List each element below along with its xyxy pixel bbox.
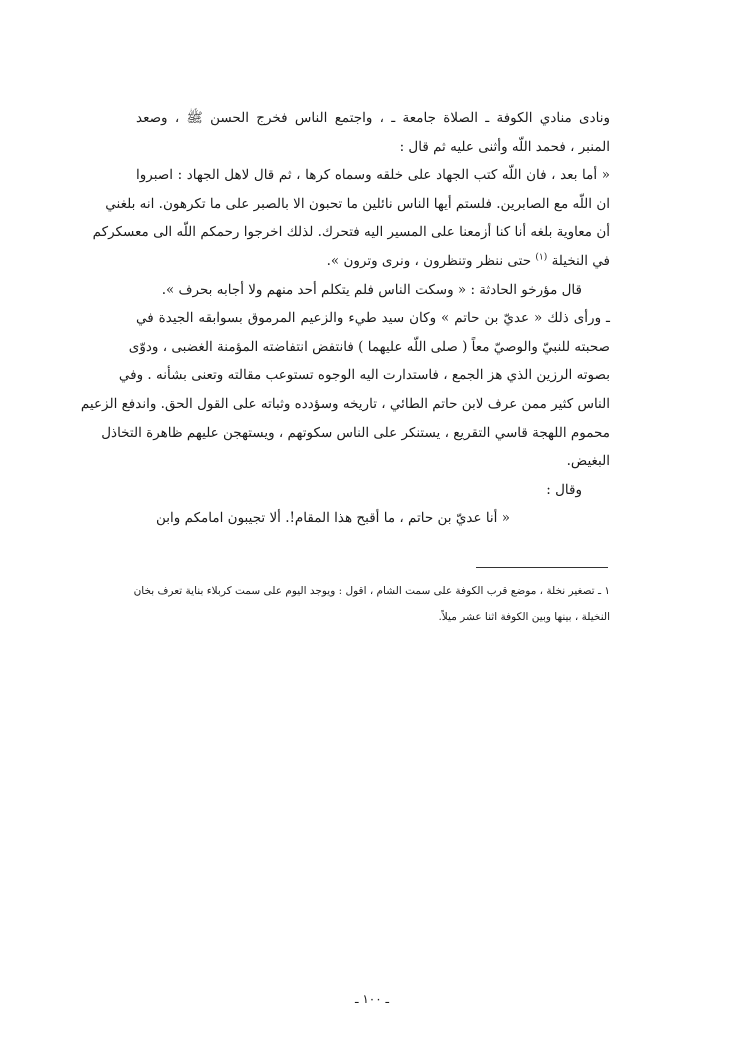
text-fragment: في النخيلة [551,252,610,269]
text-line: وقال : [546,481,582,498]
text-line: بصوته الرزين الذي هز الجمع ، فاستدارت اليه الوجوه تستوعب مقالته وتعنى بشأنه . وفي [118,367,610,384]
text-line: « أما بعد ، فان اللّه كتب الجهاد على خلقه وسماه كرها ، ثم قال لاهل الجهاد : اصبروا [136,167,610,184]
text-line: محموم اللهجة قاسي التقريع ، يستنكر على الناس سكوتهم ، ويستهجن عليهم ظاهرة التخاذل [101,424,610,441]
text-line: قال مؤرخو الحادثة : « وسكت الناس فلم يتكلم أحد منهم ولا أجابه بحرف ». [161,281,582,298]
text-line: ان اللّه مع الصابرين. فلستم أيها الناس نائلين ما تحبون الا بالصبر على ما تكرهون. انه بلغني [105,195,610,212]
footnote-line: النخيلة ، بينها وبين الكوفة اثنا عشر ميلاً. [438,611,610,623]
text-line: ونادى منادي الكوفة ـ الصلاة جامعة ـ ، واجتمع الناس فخرج الحسن ﷺ ، وصعد [136,110,610,126]
text-line: صحبته للنبيّ والوصيّ معاً ( صلى اللّه عليهما ) فانتفض انتفاضته المؤمنة الغضبى ، ودوّى [128,338,610,355]
footnote-line: ١ ـ تصغير نخلة ، موضع قرب الكوفة على سمت الشام ، اقول : ويوجد اليوم على سمت كربلاء بناية تعرف بخان [133,585,610,597]
text-line: الناس كثير ممن عرف لابن حاتم الطائي ، تاريخه وسؤدده وثباته على القول الحق. واندفع الزعيم [80,395,610,412]
text-line: أن معاوية بلغه أنا كنا أزمعنا على المسير اليه فتحرك. لذلك اخرجوا رحمكم اللّه الى معسكركم [92,224,610,241]
text-line: البغيض. [566,453,610,470]
text-line: « أنا عديّ بن حاتم ، ما أقبح هذا المقام!. ألا تجيبون امامكم وابن [156,510,510,527]
main-text [80,104,610,533]
text-line-with-footnote [136,247,610,276]
footnotes [133,578,610,630]
text-line: ـ ورأى ذلك « عديّ بن حاتم » وكان سيد طيء والزعيم المرموق بسوابقه الجيدة في [136,310,610,327]
footnote-reference: (١) [535,252,548,263]
page-number: ـ ١٠٠ ـ [354,992,390,1006]
footnote-divider [476,567,608,568]
text-fragment: حتى ننظر وتنظرون ، ونرى وترون ». [326,252,532,269]
text-line: المنبر ، فحمد اللّه وأثنى عليه ثم قال : [399,138,610,155]
